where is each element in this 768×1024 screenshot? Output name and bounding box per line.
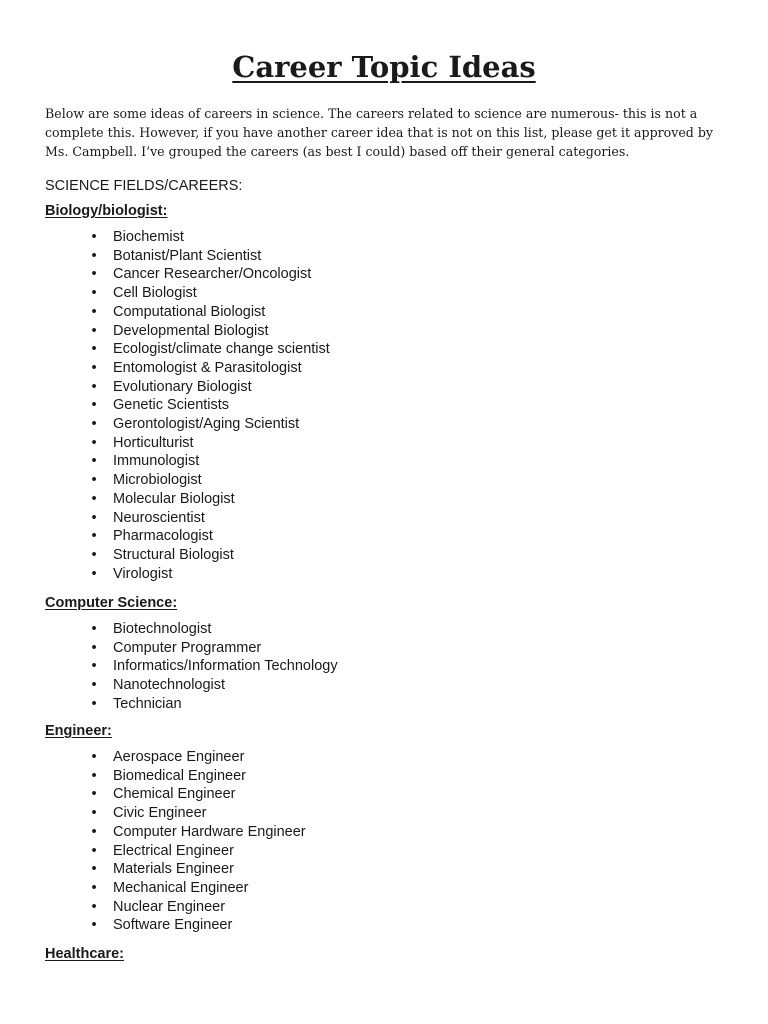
bullet-icon: • <box>91 453 97 470</box>
list-item <box>88 823 306 842</box>
bullet-icon: • <box>91 695 97 712</box>
bullet-icon: • <box>91 359 97 376</box>
list-item-label: Computer Hardware Engineer <box>113 823 306 840</box>
list-item-label: Electrical Engineer <box>113 842 234 859</box>
intro-paragraph <box>45 104 735 161</box>
bullet-icon: • <box>91 565 97 582</box>
list-engineer <box>88 748 306 935</box>
list-item-label: Biomedical Engineer <box>113 767 246 784</box>
intro-line: complete this. However, if you have another career idea that is not on this list, please get it approved by <box>45 125 714 140</box>
list-item-label: Biotechnologist <box>113 621 212 637</box>
bullet-icon: • <box>91 917 97 934</box>
list-item <box>88 676 338 695</box>
bullet-icon: • <box>91 767 97 784</box>
list-item-label: Botanist/Plant Scientist <box>113 247 262 264</box>
list-item <box>88 359 330 378</box>
list-item-label: Biochemist <box>113 229 184 245</box>
section-heading-computer-science: Computer Science: <box>45 595 178 611</box>
list-item <box>88 860 306 879</box>
bullet-icon: • <box>91 749 97 765</box>
list-item-label: Structural Biologist <box>113 546 234 563</box>
list-item-label: Nuclear Engineer <box>113 898 226 915</box>
bullet-icon: • <box>91 322 97 339</box>
list-item-label: Developmental Biologist <box>113 322 269 339</box>
intro-line: Below are some ideas of careers in science. The careers related to science are numerous- this is not a <box>45 106 698 121</box>
bullet-icon: • <box>91 247 97 264</box>
section-heading-biology: Biology/biologist: <box>45 203 168 219</box>
list-item-label: Materials Engineer <box>113 861 234 878</box>
list-item-label: Ecologist/climate change scientist <box>113 341 330 358</box>
bullet-icon: • <box>91 861 97 878</box>
list-item <box>88 509 330 528</box>
list-item-label: Mechanical Engineer <box>113 879 249 896</box>
section-heading-engineer: Engineer: <box>45 723 112 739</box>
list-item-label: Molecular Biologist <box>113 490 235 507</box>
bullet-icon: • <box>91 898 97 915</box>
bullet-icon: • <box>91 677 97 694</box>
list-item-label: Genetic Scientists <box>113 397 230 414</box>
list-item <box>88 284 330 303</box>
bullet-icon: • <box>91 490 97 507</box>
list-item <box>88 804 306 823</box>
page-title: Career Topic Ideas <box>232 50 536 84</box>
list-item-label: Microbiologist <box>113 472 202 489</box>
list-item <box>88 396 330 415</box>
bullet-icon: • <box>91 842 97 859</box>
list-item <box>88 879 306 898</box>
bullet-icon: • <box>91 285 97 302</box>
list-item-label: Pharmacologist <box>113 528 213 545</box>
list-item <box>88 378 330 397</box>
list-item <box>88 322 330 341</box>
bullet-icon: • <box>91 639 97 656</box>
bullet-icon: • <box>91 229 97 245</box>
bullet-icon: • <box>91 805 97 822</box>
list-item <box>88 695 338 714</box>
bullet-icon: • <box>91 658 97 675</box>
bullet-icon: • <box>91 786 97 803</box>
list-item-label: Technician <box>113 695 182 712</box>
list-item-label: Computational Biologist <box>113 303 266 320</box>
list-item <box>88 228 330 247</box>
bullet-icon: • <box>91 434 97 451</box>
list-item-label: Aerospace Engineer <box>113 749 245 765</box>
fields-label: SCIENCE FIELDS/CAREERS: <box>45 178 243 194</box>
list-item-label: Immunologist <box>113 453 200 470</box>
bullet-icon: • <box>91 823 97 840</box>
list-item <box>88 415 330 434</box>
list-item-label: Civic Engineer <box>113 805 207 822</box>
bullet-icon: • <box>91 509 97 526</box>
list-item <box>88 657 338 676</box>
list-item-label: Computer Programmer <box>113 639 262 656</box>
list-item-label: Virologist <box>113 565 173 582</box>
bullet-icon: • <box>91 546 97 563</box>
list-item <box>88 265 330 284</box>
bullet-icon: • <box>91 416 97 433</box>
bullet-icon: • <box>91 266 97 283</box>
list-item-label: Informatics/Information Technology <box>113 658 338 675</box>
list-item <box>88 785 306 804</box>
list-item <box>88 247 330 266</box>
bullet-icon: • <box>91 378 97 395</box>
list-item <box>88 303 330 322</box>
bullet-icon: • <box>91 879 97 896</box>
intro-line: Ms. Campbell. I’ve grouped the careers (as best I could) based off their general categories. <box>45 144 630 159</box>
list-item-label: Nanotechnologist <box>113 677 226 694</box>
list-item <box>88 471 330 490</box>
bullet-icon: • <box>91 303 97 320</box>
list-item <box>88 898 306 917</box>
list-item <box>88 748 306 767</box>
bullet-icon: • <box>91 528 97 545</box>
list-item <box>88 620 338 639</box>
list-item <box>88 434 330 453</box>
section-heading-healthcare: Healthcare: <box>45 946 124 962</box>
list-item <box>88 527 330 546</box>
list-item-label: Neuroscientist <box>113 509 205 526</box>
bullet-icon: • <box>91 621 97 637</box>
bullet-icon: • <box>91 341 97 358</box>
list-item <box>88 767 306 786</box>
list-item <box>88 452 330 471</box>
bullet-icon: • <box>91 472 97 489</box>
list-computer-science <box>88 620 338 714</box>
list-item-label: Horticulturist <box>113 434 194 451</box>
list-item-label: Cancer Researcher/Oncologist <box>113 266 312 283</box>
list-item <box>88 490 330 509</box>
list-item-label: Entomologist & Parasitologist <box>113 359 302 376</box>
list-item <box>88 546 330 565</box>
list-item <box>88 639 338 658</box>
list-item-label: Chemical Engineer <box>113 786 236 803</box>
list-biology <box>88 228 330 583</box>
list-item <box>88 565 330 584</box>
list-item <box>88 842 306 861</box>
list-item <box>88 916 306 935</box>
bullet-icon: • <box>91 397 97 414</box>
list-item-label: Gerontologist/Aging Scientist <box>113 416 300 433</box>
list-item-label: Software Engineer <box>113 917 233 934</box>
list-item <box>88 340 330 359</box>
list-item-label: Cell Biologist <box>113 285 197 302</box>
list-item-label: Evolutionary Biologist <box>113 378 252 395</box>
